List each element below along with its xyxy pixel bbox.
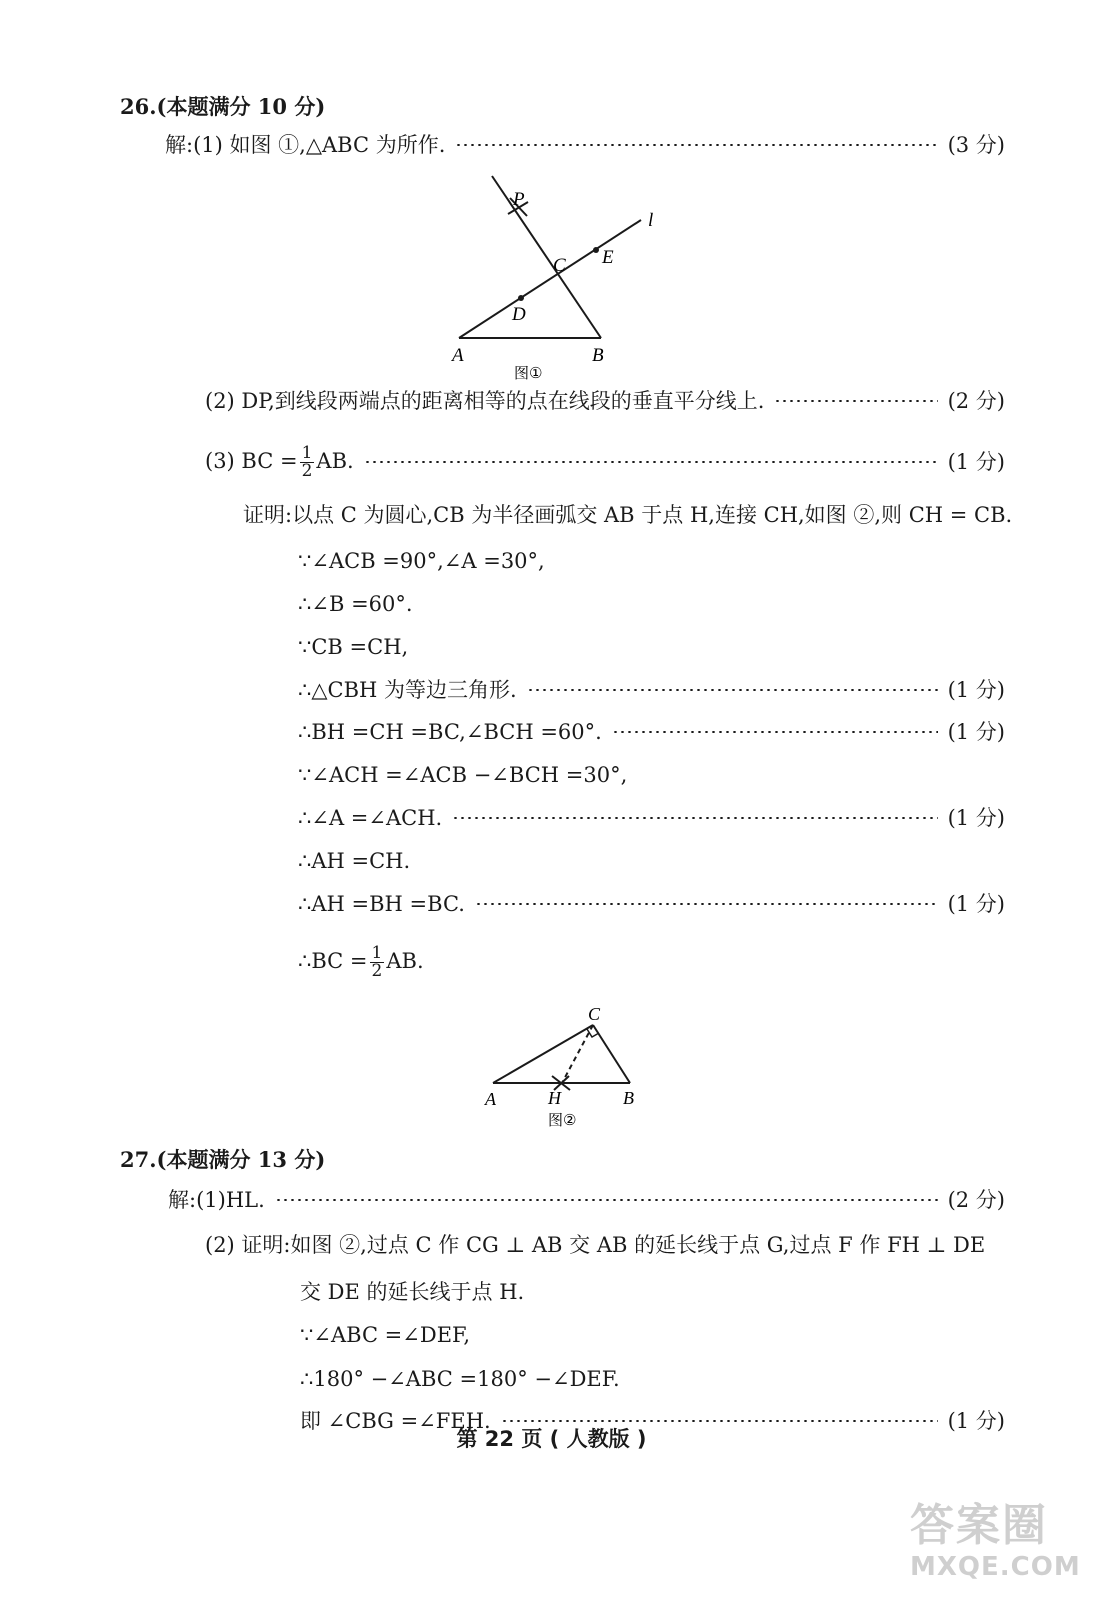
q26-part2-score: (2 分) xyxy=(947,389,1005,413)
q27-step-score: (1 分) xyxy=(947,1409,1005,1433)
label-H: H xyxy=(548,1088,561,1108)
proof-step xyxy=(298,632,1005,662)
q26-conclusion-formula xyxy=(298,942,424,981)
q27-part2-line1 xyxy=(205,1230,985,1260)
watermark-url: MXQE.COM xyxy=(910,1552,1081,1582)
proof-step-score: (1 分) xyxy=(947,720,1005,744)
dot-leader xyxy=(527,689,938,691)
fraction-numerator: 1 xyxy=(371,942,383,963)
label-l: l xyxy=(648,210,654,231)
watermark-logo xyxy=(910,1500,1090,1590)
q26-conclusion xyxy=(298,942,424,982)
watermark-title: 答案圈 xyxy=(910,1500,1048,1551)
proof-step-score: (1 分) xyxy=(947,806,1005,830)
q26-proof-intro-text: 证明:以点 C 为圆心,CB 为半径画弧交 AB 于点 H,连接 CH,如图 ②,则 CH = CB. xyxy=(243,503,1013,527)
proof-step-text: ∴∠B =60°. xyxy=(298,592,413,616)
dot-leader xyxy=(475,903,938,905)
page-footer xyxy=(0,1423,1103,1453)
proof-step-score: (1 分) xyxy=(947,892,1005,916)
q27-step xyxy=(300,1320,470,1350)
dot-leader xyxy=(774,400,937,402)
proof-step xyxy=(298,889,1005,919)
q27-part2-line2 xyxy=(300,1277,524,1307)
fraction-denominator: 2 xyxy=(371,960,383,981)
page-number: 第 22 页 ( 人教版 ) xyxy=(456,1427,647,1451)
q26-header-text: 26.(本题满分 10 分) xyxy=(120,94,326,119)
proof-step-text: ∵CB =CH, xyxy=(298,635,409,659)
dot-leader xyxy=(275,1199,938,1201)
q26-conclusion-pre: ∴BC = xyxy=(298,948,368,973)
figure-1-caption: 图① xyxy=(514,364,543,382)
label-B: B xyxy=(592,345,604,366)
fraction-half xyxy=(370,942,385,981)
q26-part1-text: 解:(1) 如图 ①,△ABC 为所作. xyxy=(165,133,446,157)
q27-part2-line2-text: 交 DE 的延长线于点 H. xyxy=(300,1280,525,1304)
q26-part2-text: (2) DP,到线段两端点的距离相等的点在线段的垂直平分线上. xyxy=(205,389,765,413)
proof-step-text: ∵∠ACH =∠ACB −∠BCH =30°, xyxy=(298,763,628,787)
q27-part1-text: 解:(1)HL. xyxy=(168,1188,265,1212)
proof-step-text: ∵∠ACB =90°,∠A =30°, xyxy=(298,549,545,573)
q27-step-text: ∴180° −∠ABC =180° −∠DEF. xyxy=(300,1367,620,1391)
proof-step xyxy=(298,589,1005,619)
dot-leader xyxy=(501,1420,938,1422)
q27-part1-score: (2 分) xyxy=(947,1188,1005,1212)
proof-step-score: (1 分) xyxy=(947,678,1005,702)
q26-proof-intro xyxy=(243,500,1012,530)
dot-leader xyxy=(612,731,938,733)
proof-step xyxy=(298,760,1005,790)
point-E xyxy=(593,247,599,253)
q27-part1 xyxy=(168,1185,1005,1215)
label-A: A xyxy=(452,345,464,366)
proof-step xyxy=(298,803,1005,833)
proof-step-text: ∴△CBH 为等边三角形. xyxy=(298,678,517,702)
proof-step-text: ∴BH =CH =BC,∠BCH =60°. xyxy=(298,720,602,744)
dot-leader xyxy=(452,817,937,819)
q26-part2 xyxy=(205,386,1005,416)
line-l xyxy=(459,220,641,338)
label-C: C xyxy=(588,1004,601,1024)
proof-step-text: ∴AH =CH. xyxy=(298,849,411,873)
figure-2-caption: 图② xyxy=(548,1111,577,1129)
label-A: A xyxy=(485,1089,496,1109)
figure-1 xyxy=(440,168,680,386)
q26-conclusion-post: AB. xyxy=(386,948,424,973)
dot-leader xyxy=(455,144,937,146)
q26-part1 xyxy=(165,130,1005,160)
fraction-denominator: 2 xyxy=(301,460,313,481)
proof-step xyxy=(298,546,1005,576)
proof-step-text: ∴∠A =∠ACH. xyxy=(298,806,443,830)
q27-step-text: 即 ∠CBG =∠FEH. xyxy=(300,1409,491,1433)
label-D: D xyxy=(512,304,526,325)
q26-part3-score: (1 分) xyxy=(947,450,1005,474)
fraction-half xyxy=(300,442,315,481)
q26-part3-post: AB. xyxy=(316,448,354,473)
q27-step xyxy=(300,1364,620,1394)
q26-part3-formula xyxy=(205,442,354,481)
proof-step xyxy=(298,675,1005,705)
q26-header xyxy=(120,92,325,122)
proof-step-text: ∴AH =BH =BC. xyxy=(298,892,465,916)
proof-step xyxy=(298,717,1005,747)
q26-part3-pre: (3) BC = xyxy=(205,448,298,473)
q27-step-text: ∵∠ABC =∠DEF, xyxy=(300,1323,471,1347)
dot-leader xyxy=(364,461,938,463)
label-C: C xyxy=(553,255,566,276)
q27-header xyxy=(120,1145,325,1175)
segment-AC xyxy=(493,1025,593,1083)
point-D xyxy=(518,295,524,301)
q26-part1-score: (3 分) xyxy=(947,133,1005,157)
q27-part2-line1-text: (2) 证明:如图 ②,过点 C 作 CG ⊥ AB 交 AB 的延长线于点 G,过点 F 作 FH ⊥ DE xyxy=(205,1233,986,1257)
label-P: P xyxy=(513,189,525,210)
q26-part3 xyxy=(205,442,1005,482)
figure-2 xyxy=(475,1000,650,1135)
label-B: B xyxy=(623,1088,634,1108)
q27-header-text: 27.(本题满分 13 分) xyxy=(120,1147,326,1172)
proof-step xyxy=(298,846,1005,876)
label-E: E xyxy=(602,247,614,268)
fraction-numerator: 1 xyxy=(301,442,313,463)
